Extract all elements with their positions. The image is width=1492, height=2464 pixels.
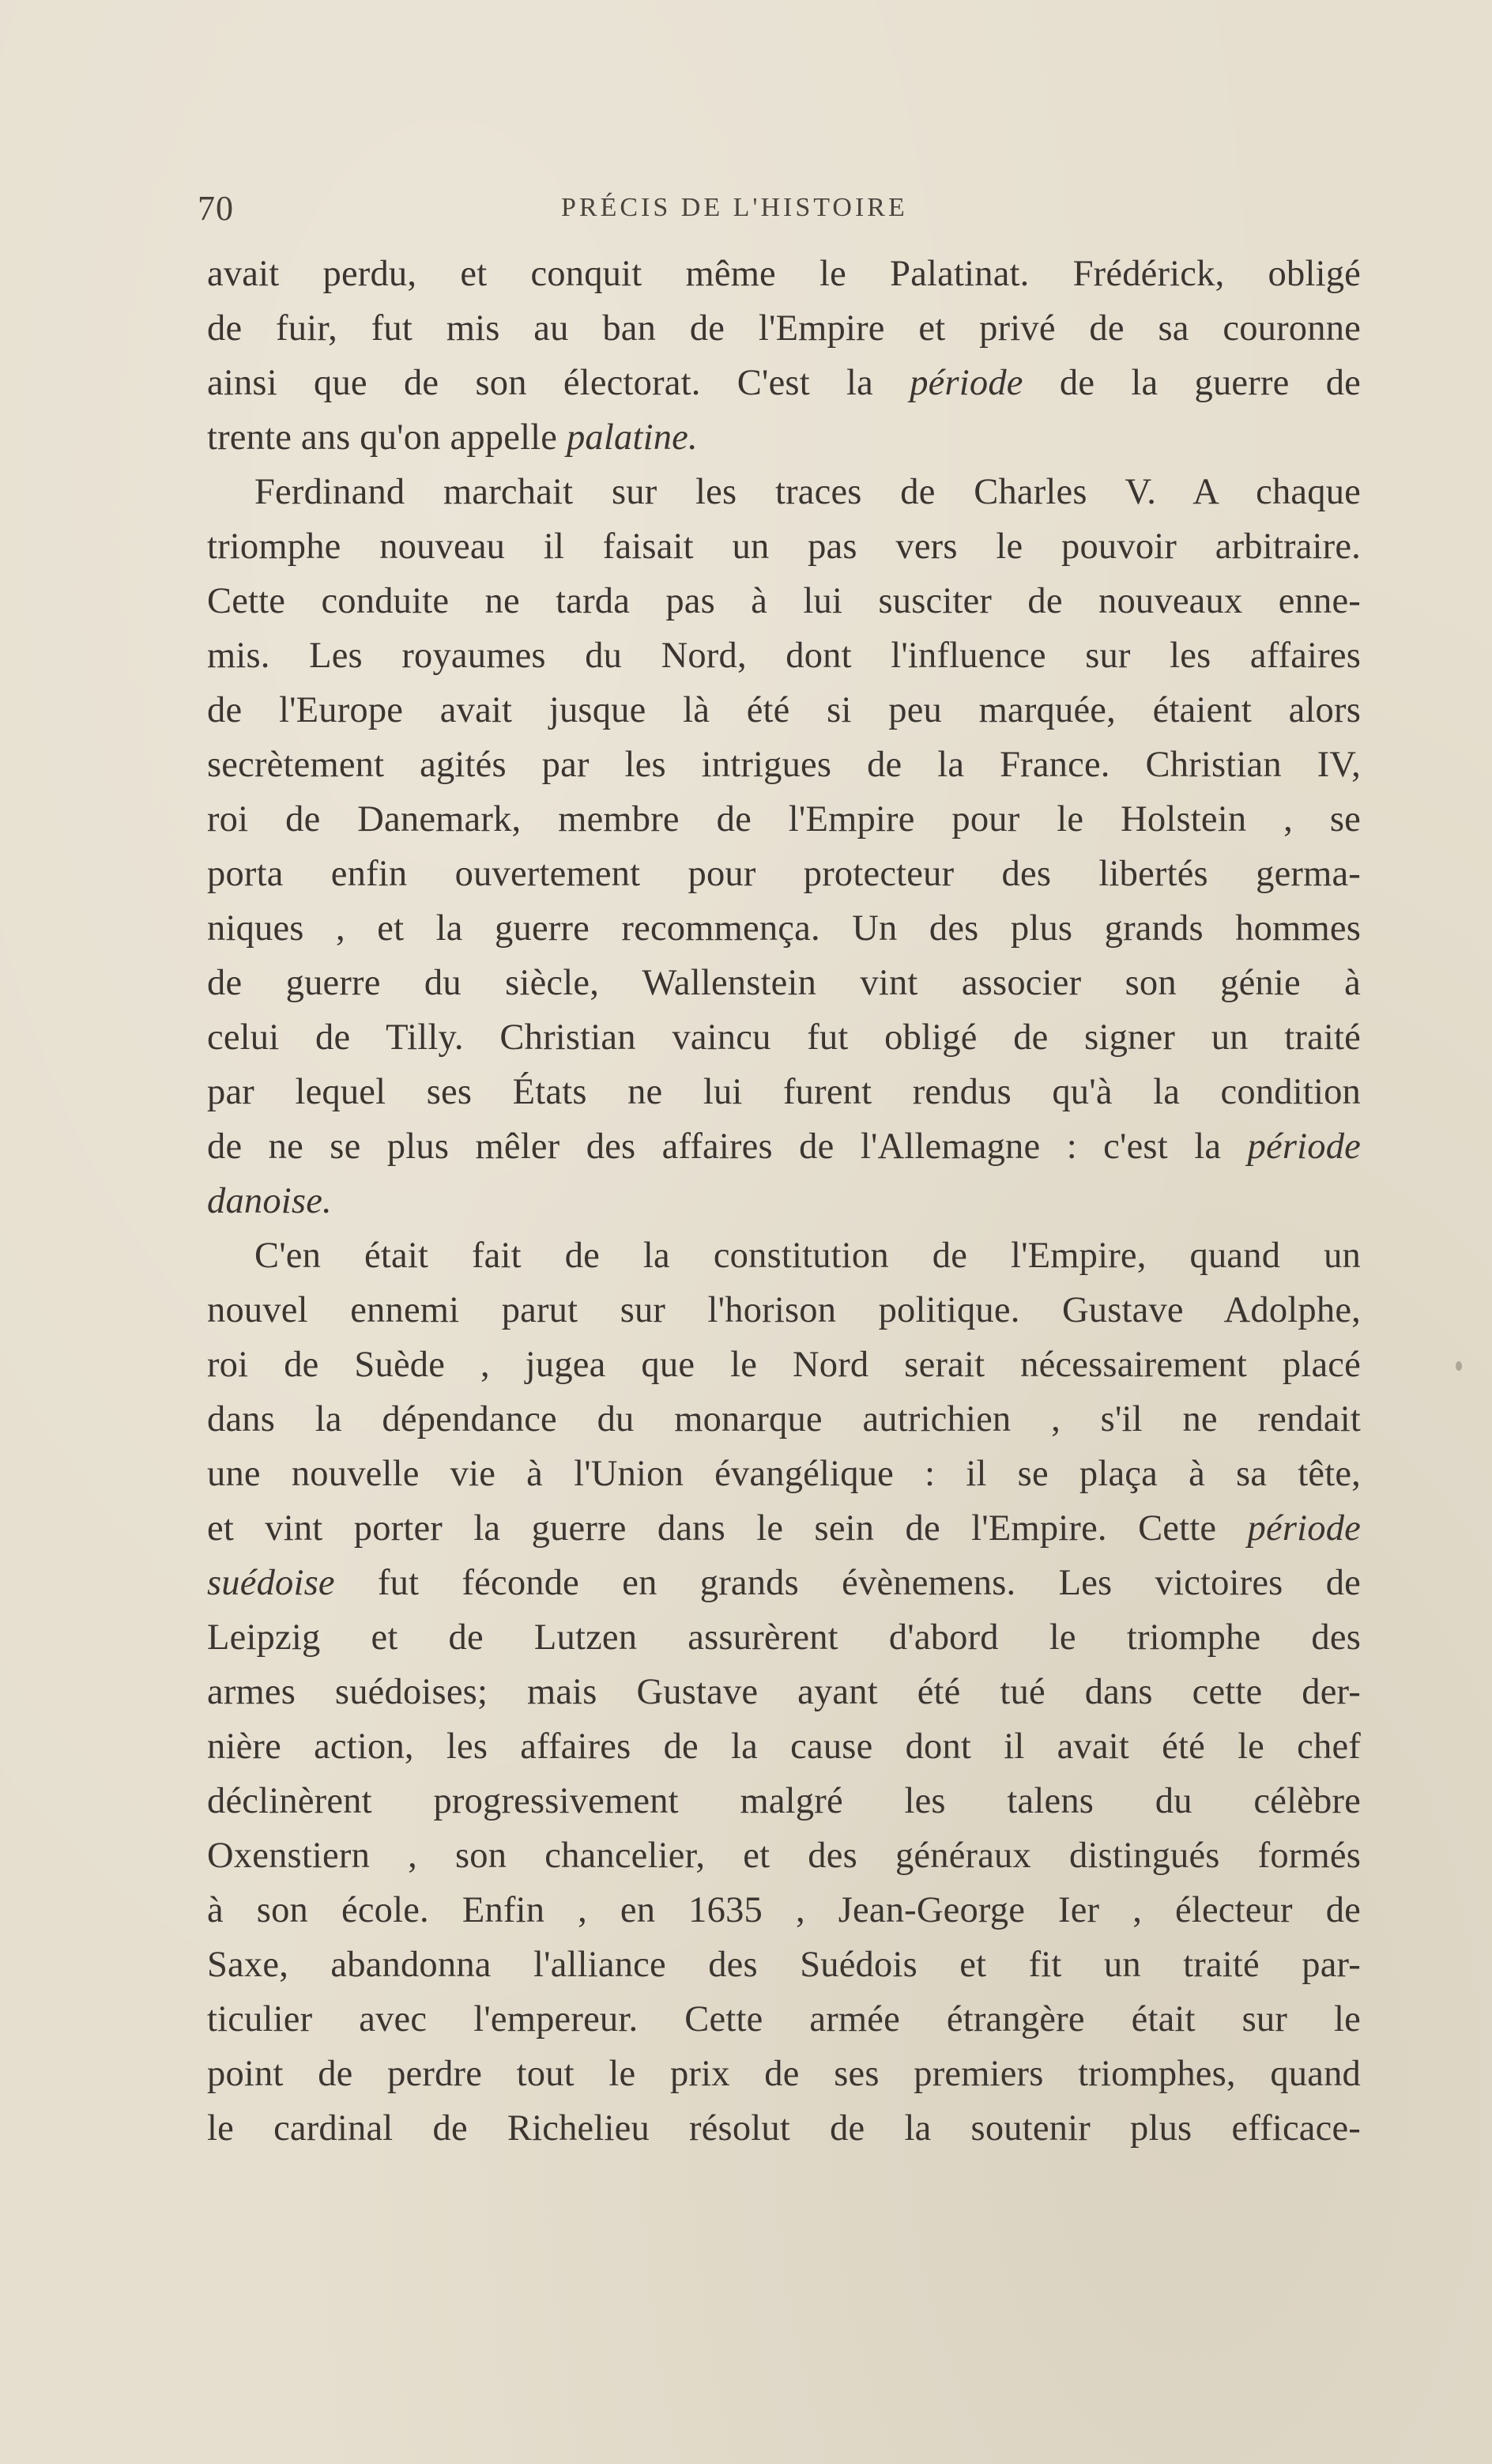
text-run: fut féconde en grands évènemens. Les victoires de [334, 1563, 1361, 1603]
text-line [207, 410, 1361, 465]
text-run: de ne se plus mêler des affaires de l'Allemagne : c'est la [207, 1126, 1248, 1167]
running-head [198, 188, 1359, 236]
text-line [207, 1883, 1361, 1938]
text-run: avait perdu, et conquit même le Palatinat. Frédérick, obligé [207, 254, 1361, 294]
text-line [207, 1665, 1361, 1719]
text-line [207, 1338, 1361, 1392]
text-run: une nouvelle vie à l'Union évangélique : il se plaça à sa tête, [207, 1454, 1361, 1494]
text-run: Saxe, abandonna l'alliance des Suédois et fit un traité par- [207, 1945, 1361, 1985]
body-text [207, 247, 1361, 2156]
text-run: niques , et la guerre recommença. Un des plus grands hommes [207, 908, 1361, 949]
text-line [207, 1774, 1361, 1828]
text-run: par lequel ses États ne lui furent rendus qu'à la condition [207, 1072, 1361, 1112]
text-run: mis. Les royaumes du Nord, dont l'influence sur les affaires [207, 636, 1361, 676]
page-number: 70 [198, 189, 234, 228]
text-line [207, 901, 1361, 956]
text-run: de fuir, fut mis au ban de l'Empire et privé de sa couronne [207, 308, 1361, 349]
italic-term: suédoise [207, 1563, 335, 1603]
text-run: ainsi que de son électorat. C'est la [207, 363, 910, 403]
text-run: roi de Suède , jugea que le Nord serait nécessairement placé [207, 1345, 1361, 1385]
text-run: Cette conduite ne tarda pas à lui susciter de nouveaux enne- [207, 581, 1361, 621]
text-line [207, 1228, 1361, 1283]
text-run: de la guerre de [1023, 363, 1361, 403]
text-run: Ferdinand marchait sur les traces de Charles V. A chaque [254, 472, 1361, 512]
text-line [207, 1283, 1361, 1338]
text-run: nière action, les affaires de la cause dont il avait été le chef [207, 1726, 1361, 1767]
text-run: triomphe nouveau il faisait un pas vers le pouvoir arbitraire. [207, 526, 1361, 567]
text-line [207, 1065, 1361, 1119]
text-run: C'en était fait de la constitution de l'Empire, quand un [254, 1236, 1361, 1276]
text-run: et vint porter la guerre dans le sein de l'Empire. Cette [207, 1508, 1248, 1549]
italic-term: période [910, 363, 1023, 403]
text-run: de guerre du siècle, Wallenstein vint associer son génie à [207, 963, 1361, 1003]
italic-term: danoise. [207, 1181, 332, 1221]
text-line [207, 738, 1361, 792]
text-line [207, 1010, 1361, 1065]
text-line [207, 683, 1361, 738]
text-line [207, 519, 1361, 574]
text-run: armes suédoises; mais Gustave ayant été tué dans cette der- [207, 1672, 1361, 1712]
text-line [207, 1938, 1361, 1992]
text-run: point de perdre tout le prix de ses premiers triomphes, quand [207, 2054, 1361, 2094]
text-line [207, 1392, 1361, 1447]
text-run: trente ans qu'on appelle [207, 417, 567, 458]
text-run: nouvel ennemi parut sur l'horison politique. Gustave Adolphe, [207, 1290, 1361, 1330]
text-line [207, 1556, 1361, 1610]
paper-speck [1456, 1361, 1462, 1371]
text-line [207, 792, 1361, 847]
text-line [207, 2047, 1361, 2101]
italic-term: période [1247, 1508, 1361, 1549]
text-line [207, 1719, 1361, 1774]
text-line [207, 465, 1361, 519]
italic-term: période [1247, 1126, 1361, 1167]
text-line [207, 628, 1361, 683]
text-run: porta enfin ouvertement pour protecteur des libertés germa- [207, 854, 1361, 894]
text-run: Leipzig et de Lutzen assurèrent d'abord le triomphe des [207, 1617, 1361, 1658]
text-run: de l'Europe avait jusque là été si peu marquée, étaient alors [207, 690, 1361, 730]
text-run: roi de Danemark, membre de l'Empire pour le Holstein , se [207, 799, 1361, 840]
text-line [207, 847, 1361, 901]
text-line [207, 1174, 1361, 1228]
text-run: dans la dépendance du monarque autrichien , s'il ne rendait [207, 1399, 1361, 1440]
italic-term: palatine. [566, 417, 698, 458]
text-line [207, 247, 1361, 301]
text-line [207, 2101, 1361, 2156]
text-line [207, 1501, 1361, 1556]
text-run: ticulier avec l'empereur. Cette armée étrangère était sur le [207, 1999, 1361, 2039]
text-line [207, 1828, 1361, 1883]
text-run: le cardinal de Richelieu résolut de la soutenir plus efficace- [207, 2108, 1361, 2149]
text-run: secrètement agités par les intrigues de la France. Christian IV, [207, 745, 1361, 785]
text-line [207, 1447, 1361, 1501]
text-line [207, 1119, 1361, 1174]
text-line [207, 1992, 1361, 2047]
text-line [207, 356, 1361, 410]
text-line [207, 301, 1361, 356]
text-line [207, 1610, 1361, 1665]
text-line [207, 574, 1361, 628]
text-run: à son école. Enfin , en 1635 , Jean-George Ier , électeur de [207, 1890, 1361, 1930]
text-run: déclinèrent progressivement malgré les talens du célèbre [207, 1781, 1361, 1821]
text-line [207, 956, 1361, 1010]
running-title: PRÉCIS DE L'HISTOIRE [561, 193, 908, 222]
text-run: celui de Tilly. Christian vaincu fut obligé de signer un traité [207, 1017, 1361, 1058]
text-run: Oxenstiern , son chancelier, et des généraux distingués formés [207, 1836, 1361, 1876]
